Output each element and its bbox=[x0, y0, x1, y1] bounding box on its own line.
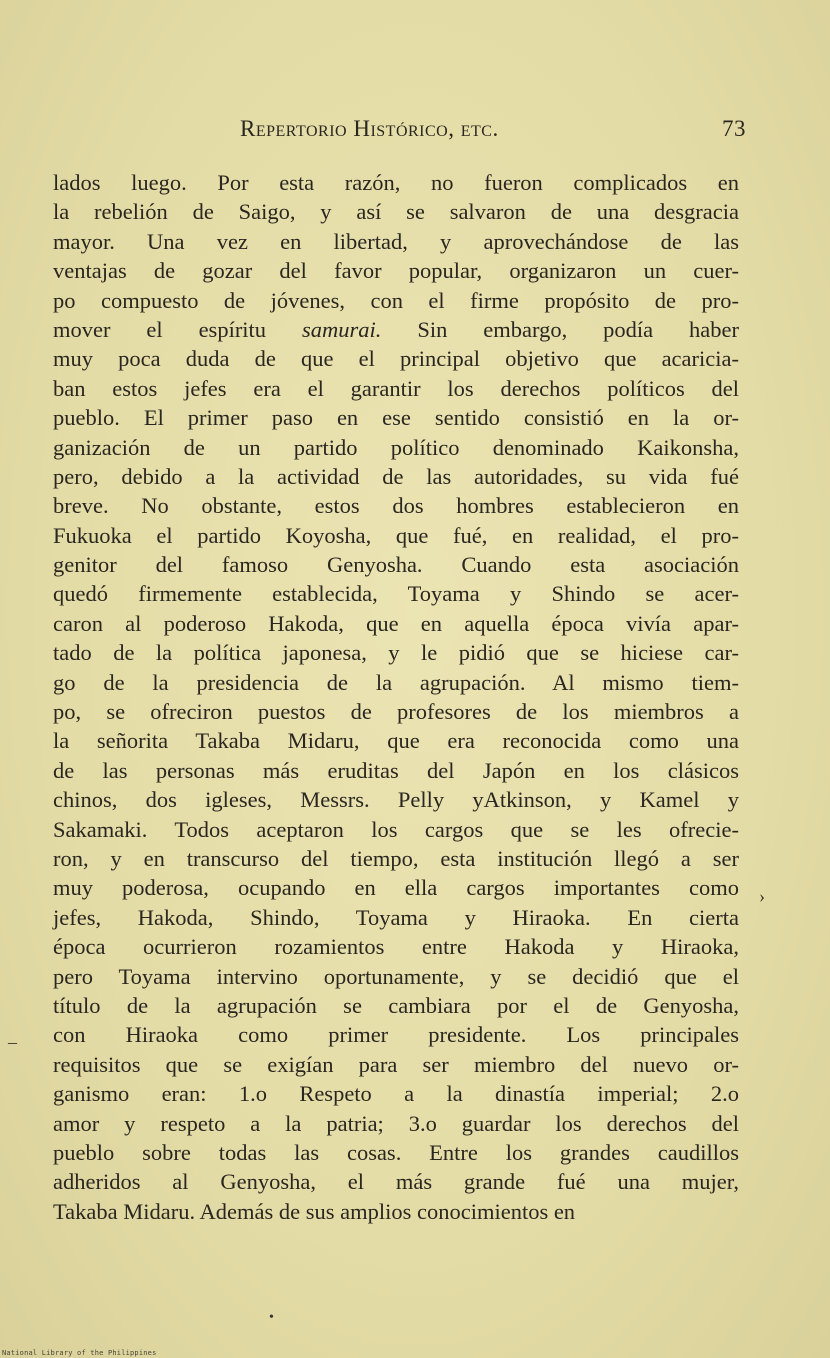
text-line bbox=[53, 579, 739, 608]
text-line bbox=[53, 1079, 739, 1108]
text-segment: tado de la política japonesa, y le pidió que se hiciese car- bbox=[53, 640, 739, 666]
text-segment: caron al poderoso Hakoda, que en aquella época vivía apar- bbox=[53, 610, 739, 636]
text-line bbox=[53, 344, 739, 373]
text-segment: la rebelión de Saigo, y así se salvaron de una desgracia bbox=[53, 199, 739, 225]
text-line bbox=[53, 815, 739, 844]
text-segment: ganismo eran: 1.o Respeto a la dinastía imperial; 2.o bbox=[53, 1081, 739, 1107]
text-segment: pero, debido a la actividad de las autoridades, su vida fué bbox=[53, 463, 739, 489]
library-credit: National Library of the Philippines bbox=[2, 1349, 157, 1357]
text-segment: Sin embargo, podía haber bbox=[381, 316, 739, 342]
text-segment: muy poca duda de que el principal objetivo que acaricia- bbox=[53, 346, 739, 372]
text-line bbox=[53, 227, 739, 256]
text-segment: mayor. Una vez en libertad, y aprovechándose de las bbox=[53, 228, 739, 254]
text-line bbox=[53, 1138, 739, 1167]
text-segment: lados luego. Por esta razón, no fueron complicados en bbox=[53, 170, 739, 195]
text-line bbox=[53, 962, 739, 991]
text-line bbox=[53, 873, 739, 902]
text-segment: adheridos al Genyosha, el más grande fué una mujer, bbox=[53, 1169, 739, 1195]
text-segment: pueblo sobre todas las cosas. Entre los grandes caudillos bbox=[53, 1139, 739, 1165]
text-line bbox=[53, 1050, 739, 1079]
page-number: 73 bbox=[722, 116, 746, 141]
text-segment: pero Toyama intervino oportunamente, y se decidió que el bbox=[53, 963, 739, 989]
text-segment: po compuesto de jóvenes, con el firme propósito de pro- bbox=[53, 287, 739, 313]
text-line bbox=[53, 932, 739, 961]
text-segment: Takaba Midaru. Además de sus amplios conocimientos en bbox=[53, 1198, 576, 1224]
text-segment: de las personas más eruditas del Japón en los clásicos bbox=[53, 757, 739, 783]
text-segment: breve. No obstante, estos dos hombres establecieron en bbox=[53, 493, 739, 519]
text-line bbox=[53, 403, 739, 432]
text-segment: requisitos que se exigían para ser miembro del nuevo or- bbox=[53, 1051, 739, 1077]
text-line bbox=[53, 638, 739, 667]
italic-term: samurai. bbox=[302, 316, 382, 342]
text-line bbox=[53, 668, 739, 697]
text-segment: ventajas de gozar del favor popular, organizaron un cuer- bbox=[53, 258, 739, 284]
text-line bbox=[53, 697, 739, 726]
text-segment: quedó firmemente establecida, Toyama y Shindo se acer- bbox=[53, 581, 739, 607]
running-head: Repertorio Histórico, etc. bbox=[240, 116, 499, 141]
text-segment: mover el espíritu bbox=[53, 316, 302, 342]
text-segment: Fukuoka el partido Koyosha, que fué, en realidad, el pro- bbox=[53, 522, 739, 548]
text-line bbox=[53, 256, 739, 285]
text-segment: po, se ofreciron puestos de profesores de los miembros a bbox=[53, 699, 739, 725]
text-line bbox=[53, 844, 739, 873]
text-line bbox=[53, 1109, 739, 1138]
text-segment: ban estos jefes era el garantir los derechos políticos del bbox=[53, 375, 739, 401]
text-line bbox=[53, 903, 739, 932]
text-segment: título de la agrupación se cambiara por el de Genyosha, bbox=[53, 992, 739, 1018]
text-line bbox=[53, 168, 739, 197]
text-line bbox=[53, 197, 739, 226]
text-segment: jefes, Hakoda, Shindo, Toyama y Hiraoka. En cierta bbox=[53, 904, 739, 930]
text-line bbox=[53, 756, 739, 785]
body-text bbox=[53, 168, 739, 1226]
text-line bbox=[53, 991, 739, 1020]
text-line bbox=[53, 374, 739, 403]
text-line bbox=[53, 462, 739, 491]
text-segment: con Hiraoka como primer presidente. Los principales bbox=[53, 1022, 739, 1048]
text-segment: genitor del famoso Genyosha. Cuando esta asociación bbox=[53, 552, 739, 578]
text-line bbox=[53, 521, 739, 550]
text-line bbox=[53, 609, 739, 638]
margin-mark: › bbox=[759, 886, 765, 906]
text-line bbox=[53, 491, 739, 520]
ink-dot: • bbox=[269, 1310, 274, 1325]
text-segment: la señorita Takaba Midaru, que era reconocida como una bbox=[53, 728, 739, 754]
text-line bbox=[53, 315, 739, 344]
text-line bbox=[53, 286, 739, 315]
text-segment: Sakamaki. Todos aceptaron los cargos que se les ofrecie- bbox=[53, 816, 739, 842]
text-line bbox=[53, 1197, 739, 1226]
text-segment: amor y respeto a la patria; 3.o guardar los derechos del bbox=[53, 1110, 739, 1136]
text-line bbox=[53, 785, 739, 814]
text-segment: chinos, dos igleses, Messrs. Pelly yAtkinson, y Kamel y bbox=[53, 787, 739, 813]
page-header bbox=[236, 116, 746, 148]
text-segment: muy poderosa, ocupando en ella cargos importantes como bbox=[53, 875, 739, 901]
text-segment: go de la presidencia de la agrupación. Al mismo tiem- bbox=[53, 669, 739, 695]
text-segment: época ocurrieron rozamientos entre Hakoda y Hiraoka, bbox=[53, 934, 739, 960]
text-segment: pueblo. El primer paso en ese sentido consistió en la or- bbox=[53, 405, 739, 431]
text-line bbox=[53, 433, 739, 462]
text-line bbox=[53, 1167, 739, 1196]
text-line bbox=[53, 550, 739, 579]
text-line bbox=[53, 1020, 739, 1049]
text-line bbox=[53, 726, 739, 755]
margin-dash: – bbox=[8, 1032, 17, 1052]
text-segment: ron, y en transcurso del tiempo, esta institución llegó a ser bbox=[53, 845, 739, 871]
text-segment: ganización de un partido político denominado Kaikonsha, bbox=[53, 434, 739, 460]
